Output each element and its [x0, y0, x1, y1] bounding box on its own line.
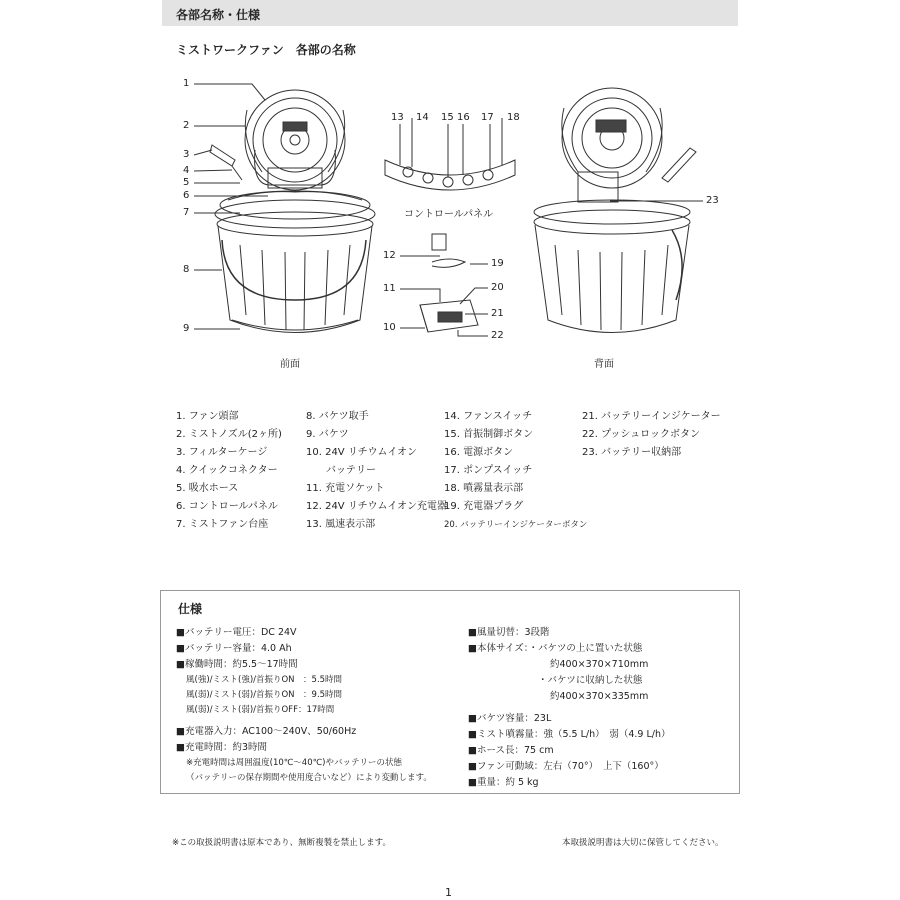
footer-right: 本取扱説明書は大切に保管してください。: [562, 838, 724, 848]
page-number: 1: [445, 886, 452, 899]
spec-note: （バッテリーの保存期間や使用度合いなど）により変動します。: [186, 773, 432, 783]
list-item: 8. バケツ取手: [306, 411, 369, 422]
list-item: 15. 首振制御ボタン: [444, 429, 534, 440]
list-item: 1. ファン頭部: [176, 411, 239, 422]
callout-21: 21: [491, 308, 504, 319]
callout-8: 8: [183, 264, 190, 275]
spec-item: ■ミスト噴霧量：強（5.5 L/h） 弱（4.9 L/h）: [468, 729, 671, 740]
list-item: バッテリー: [306, 465, 376, 476]
callout-9: 9: [183, 323, 190, 334]
parts-list-col4: [582, 408, 721, 462]
callout-23: 23: [706, 195, 719, 206]
callout-17: 17: [481, 112, 494, 123]
parts-list-col3: [444, 408, 587, 534]
spec-item: ■ファン可動域：左右（70°） 上下（160°）: [468, 761, 664, 772]
section-title: ミストワークファン 各部の名称: [176, 43, 356, 57]
callout-22: 22: [491, 330, 504, 341]
spec-subitem: 風(強)/ミスト(強)/首振りON ：5.5時間: [186, 675, 343, 685]
spec-item: ・バケツに収納した状態: [538, 675, 643, 686]
list-item: 4. クイックコネクター: [176, 465, 278, 476]
spec-item: ■充電時間：約3時間: [176, 742, 268, 753]
spec-note: ※充電時間は周囲温度(10℃〜40℃)やバッテリーの状態: [186, 758, 402, 768]
list-item: 7. ミストファン台座: [176, 519, 269, 530]
spec-item: ■本体サイズ：・バケツの上に置いた状態: [468, 643, 643, 654]
spec-item: 約400×370×710mm: [550, 659, 649, 670]
spec-item: ■重量：約 5 kg: [468, 777, 539, 788]
callout-7: 7: [183, 207, 190, 218]
front-caption: 前面: [280, 359, 300, 370]
list-item: 20. バッテリーインジケーターボタン: [444, 520, 588, 530]
list-item: 5. 吸水ホース: [176, 483, 239, 494]
list-item: 14. ファンスイッチ: [444, 411, 533, 422]
callout-14: 14: [416, 112, 429, 123]
callout-10: 10: [383, 322, 396, 333]
callout-4: 4: [183, 165, 190, 176]
callout-3: 3: [183, 149, 190, 160]
list-item: 16. 電源ボタン: [444, 447, 514, 458]
list-item: 2. ミストノズル(2ヶ所): [176, 429, 282, 440]
list-item: 19. 充電器プラグ: [444, 501, 524, 512]
control-panel-caption: コントロールパネル: [404, 209, 494, 220]
list-item: 9. バケツ: [306, 429, 349, 440]
spec-item: ■バッテリー電圧：DC 24V: [176, 627, 297, 638]
list-item: 18. 噴霧量表示部: [444, 483, 524, 494]
callout-5: 5: [183, 177, 190, 188]
parts-list-col2: [306, 408, 447, 534]
parts-list-col1: [176, 408, 282, 534]
spec-item: ■稼働時間：約5.5〜17時間: [176, 659, 298, 670]
spec-left: [176, 625, 466, 786]
footer-left: ※この取扱説明書は原本であり、無断複製を禁止します。: [172, 838, 391, 848]
list-item: 17. ポンプスイッチ: [444, 465, 533, 476]
callout-16: 16: [457, 112, 470, 123]
list-item: 12. 24V リチウムイオン充電器: [306, 501, 448, 512]
spec-title: 仕様: [178, 602, 203, 616]
spec-item: 約400×370×335mm: [550, 691, 649, 702]
page-title: 各部名称・仕様: [176, 8, 261, 22]
spec-item: ■風量切替：3段階: [468, 627, 550, 638]
spec-subitem: 風(弱)/ミスト(弱)/首振りOFF：17時間: [186, 705, 335, 715]
list-item: 11. 充電ソケット: [306, 483, 385, 494]
callout-15: 15: [441, 112, 454, 123]
spec-subitem: 風(弱)/ミスト(弱)/首振りON ：9.5時間: [186, 690, 343, 700]
spec-item: ■バッテリー容量：4.0 Ah: [176, 643, 292, 654]
list-item: 13. 風速表示部: [306, 519, 376, 530]
callout-18: 18: [507, 112, 520, 123]
list-item: 22. プッシュロックボタン: [582, 429, 700, 440]
callout-12: 12: [383, 250, 396, 261]
list-item: 3. フィルターケージ: [176, 447, 268, 458]
list-item: 23. バッテリー収納部: [582, 447, 682, 458]
callout-6: 6: [183, 190, 190, 201]
callout-13: 13: [391, 112, 404, 123]
spec-item: ■ホース長：75 cm: [468, 745, 554, 756]
callout-1: 1: [183, 78, 190, 89]
callout-2: 2: [183, 120, 190, 131]
spec-item: ■バケツ容量：23L: [468, 713, 552, 724]
list-item: 10. 24V リチウムイオン: [306, 447, 418, 458]
callout-19: 19: [491, 258, 504, 269]
list-item: 6. コントロールパネル: [176, 501, 278, 512]
callout-20: 20: [491, 282, 504, 293]
list-item: 21. バッテリーインジケーター: [582, 411, 721, 422]
spec-item: ■充電器入力：AC100〜240V、50/60Hz: [176, 726, 357, 737]
callout-11: 11: [383, 283, 396, 294]
back-caption: 背面: [594, 359, 614, 370]
spec-right: [468, 625, 730, 791]
